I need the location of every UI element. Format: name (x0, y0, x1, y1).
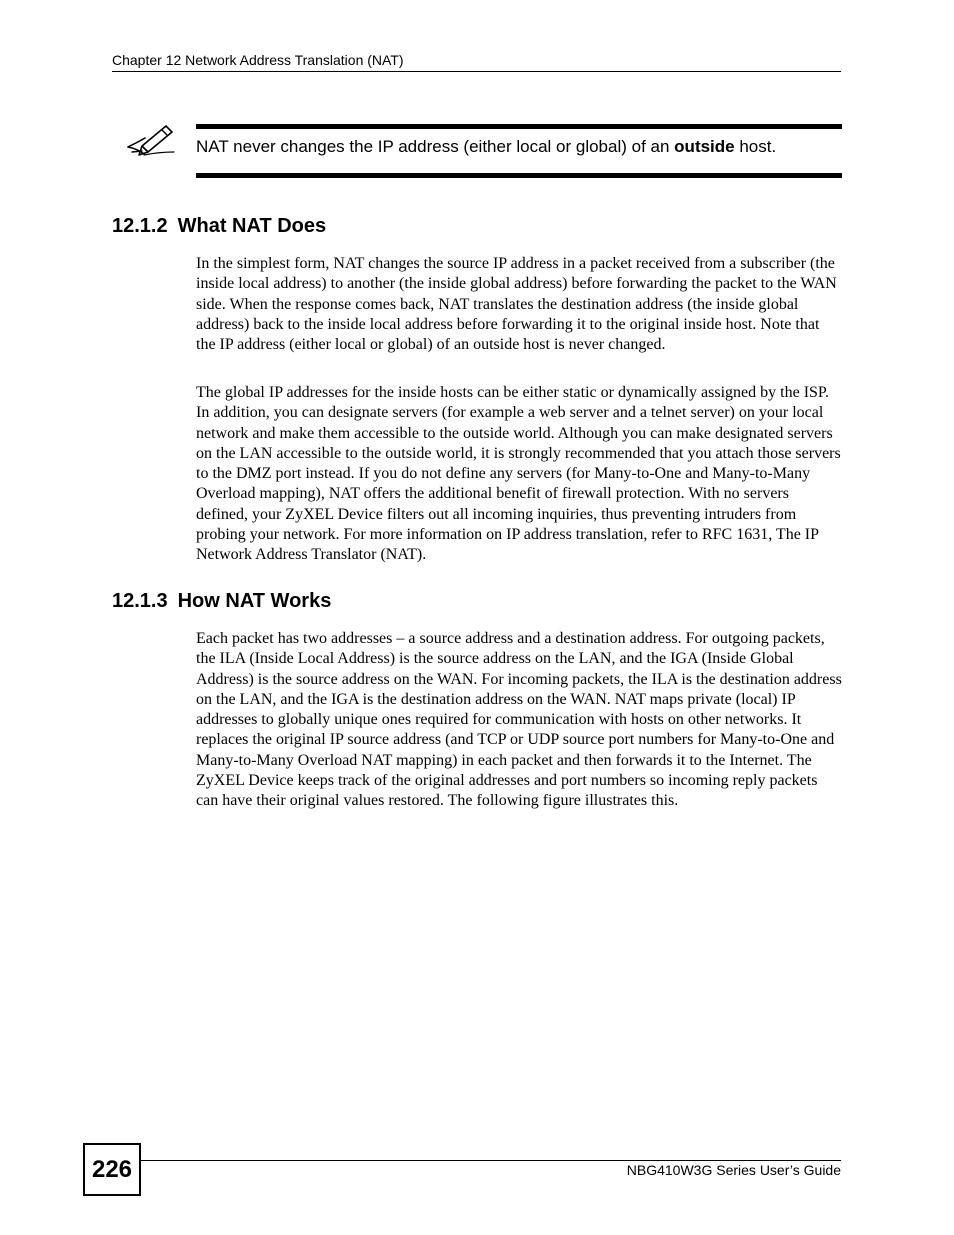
paragraph: The global IP addresses for the inside hosts can be either static or dynamically assigned by the ISP. In addition, you can designate servers (for example a web server and a telnet server) on your local network and make them accessible to the outside world. Although you can make designated servers on the LAN accessible to the outside world, it is strongly recommended that you attach those servers to the DMZ port instead. If you do not define any servers (for Many-to-One and Many-to-Many Overload mapping), NAT offers the additional benefit of firewall protection. With no servers defined, your ZyXEL Device filters out all incoming inquiries, thus preventing intruders from probing your network. For more information on IP address translation, refer to RFC 1631, The IP Network Address Translator (NAT). (196, 384, 841, 564)
note-text-after: host. (734, 137, 777, 156)
running-header: Chapter 12 Network Address Translation (NAT) (112, 52, 404, 68)
note-text-bold: outside (674, 137, 735, 156)
section-heading-how-nat-works (112, 590, 331, 613)
section-number: 12.1.2 (112, 215, 168, 237)
guide-title: NBG410W3G Series User’s Guide (626, 1162, 841, 1178)
footer-divider (141, 1160, 841, 1161)
note-top-rule (196, 124, 842, 129)
note-text-before: NAT never changes the IP address (either local or global) of an (196, 137, 675, 156)
page-number: 226 (83, 1143, 141, 1196)
paragraph: In the simplest form, NAT changes the source IP address in a packet received from a subscriber (the inside local address) to another (the inside global address) before forwarding the packet to the WAN side. When the response comes back, NAT translates the destination address (the inside global address) back to the inside local address before forwarding it to the original inside host. Note that the IP address (either local or global) of an outside host is never changed. (196, 255, 837, 354)
pencil-note-icon (124, 122, 176, 158)
section-title: How NAT Works (177, 590, 332, 612)
note-bottom-rule (196, 173, 842, 178)
section-title: What NAT Does (177, 215, 327, 237)
note-text (196, 137, 776, 157)
section-heading-what-nat-does (112, 215, 326, 238)
header-divider (112, 71, 841, 72)
section-number: 12.1.3 (112, 590, 168, 612)
paragraph: Each packet has two addresses – a source address and a destination address. For outgoing packets, the ILA (Inside Local Address) is the source address on the LAN, and the IGA (Inside Global Address) is the source address on the WAN. For incoming packets, the ILA is the destination address on the LAN, and the IGA is the destination address on the WAN. NAT maps private (local) IP addresses to globally unique ones required for communication with hosts on other networks. It replaces the original IP source address (and TCP or UDP source port numbers for Many-to-One and Many-to-Many Overload NAT mapping) in each packet and then forwards it to the Internet. The ZyXEL Device keeps track of the original addresses and port numbers so incoming reply packets can have their original values restored. The following figure illustrates this. (196, 630, 842, 810)
